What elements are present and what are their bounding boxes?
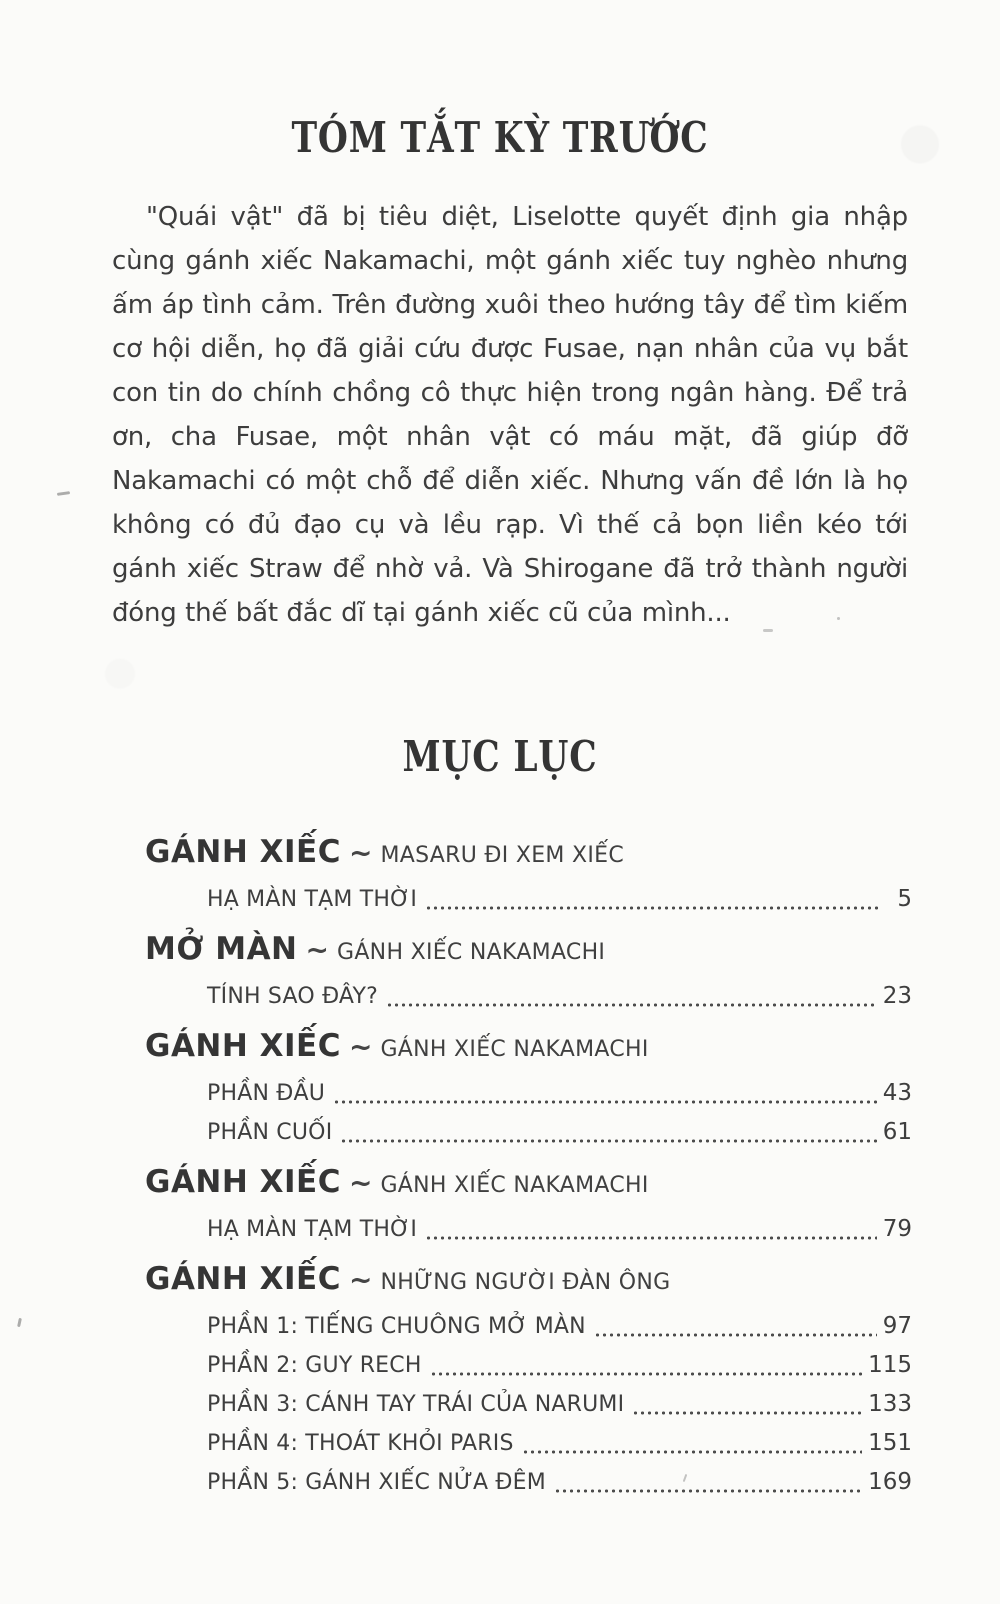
- toc-entry-label: PHẦN CUỐI: [207, 1120, 333, 1145]
- dot-leader: [632, 1411, 862, 1415]
- toc-entry-row: [145, 1113, 912, 1152]
- toc-section-heading: [145, 926, 912, 977]
- summary-title: TÓM TẮT KỲ TRƯỚC: [291, 113, 709, 162]
- dot-leader: [554, 1489, 862, 1493]
- toc-section-title: GÁNH XIẾC: [145, 1028, 341, 1064]
- toc-entry-row: [145, 1074, 912, 1113]
- dot-leader: [333, 1100, 877, 1104]
- tilde-separator: ~: [348, 1166, 373, 1199]
- toc-entry-row: [145, 1210, 912, 1249]
- toc-entry-label: PHẦN ĐẦU: [207, 1081, 326, 1106]
- toc-section-subtitle: MASARU ĐI XEM XIẾC: [380, 843, 624, 868]
- toc-entry-row: [145, 1346, 912, 1385]
- tilde-separator: ~: [348, 1263, 373, 1296]
- dot-leader: [340, 1139, 876, 1143]
- toc-entry-page-number: 23: [882, 983, 912, 1009]
- toc-entry-row: [145, 977, 912, 1016]
- toc-entry-label: PHẦN 5: GÁNH XIẾC NỬA ĐÊM: [207, 1470, 546, 1495]
- toc-entry-label: HẠ MÀN TẠM THỜI: [207, 1217, 418, 1242]
- toc-entry-page-number: 79: [882, 1216, 912, 1242]
- toc-section-subtitle: GÁNH XIẾC NAKAMACHI: [336, 940, 606, 965]
- scan-artifact-dot: [837, 617, 840, 620]
- dot-leader: [425, 1236, 877, 1240]
- toc-entry-page-number: 133: [868, 1391, 912, 1417]
- toc-entry-label: TÍNH SAO ĐÂY?: [207, 984, 378, 1009]
- toc-section-heading: [145, 1256, 912, 1307]
- toc-entry-page-number: 151: [868, 1430, 912, 1456]
- toc-section-subtitle: NHỮNG NGƯỜI ĐÀN ÔNG: [380, 1270, 671, 1295]
- toc-section-heading: [145, 829, 912, 880]
- toc-entry-label: HẠ MÀN TẠM THỜI: [207, 887, 418, 912]
- toc-entry-row: [145, 1307, 912, 1346]
- toc-entry-label: PHẦN 2: GUY RECH: [207, 1353, 422, 1378]
- scan-artifact-apostrophe: [17, 1318, 22, 1327]
- toc-section-subtitle: GÁNH XIẾC NAKAMACHI: [380, 1173, 649, 1198]
- tilde-separator: ~: [305, 933, 329, 966]
- toc-section-title: GÁNH XIẾC: [145, 1164, 341, 1200]
- toc-section-subtitle: GÁNH XIẾC NAKAMACHI: [380, 1037, 649, 1062]
- dot-leader: [386, 1003, 877, 1007]
- toc-section-title: GÁNH XIẾC: [145, 1261, 341, 1297]
- toc-section-title: MỞ MÀN: [145, 931, 298, 967]
- toc-entry-row: [145, 880, 912, 919]
- toc-title: MỤC LỤC: [402, 731, 598, 781]
- toc-entry-label: PHẦN 4: THOÁT KHỎI PARIS: [207, 1431, 514, 1456]
- tilde-separator: ~: [348, 1030, 373, 1063]
- toc-list: [145, 829, 912, 1502]
- toc-entry-row: [145, 1385, 912, 1424]
- toc-entry-page-number: 169: [868, 1469, 912, 1495]
- toc-entry-label: PHẦN 1: TIẾNG CHUÔNG MỞ MÀN: [207, 1314, 586, 1339]
- summary-paragraph: "Quái vật" đã bị tiêu diệt, Liselotte quyết định gia nhập cùng gánh xiếc Nakamachi, một gánh xiếc tuy nghèo nhưng ấm áp tình cảm. Trên đường xuôi theo hướng tây để tìm kiếm cơ hội diễn, họ đã giải cứu được Fusae, nạn nhân của vụ bắt con tin do chính chồng cô thực hiện trong ngân hàng. Để trả ơn, cha Fusae, một nhân vật có máu mặt, đã giúp đỡ Nakamachi có một chỗ để diễn xiếc. Nhưng vấn đề lớn là họ không có đủ đạo cụ và lều rạp. Vì thế cả bọn liền kéo tới gánh xiếc Straw để nhờ vả. Và Shirogane đã trở thành người đóng thế bất đắc dĩ tại gánh xiếc cũ của mình...: [112, 201, 908, 628]
- dot-leader: [430, 1372, 863, 1376]
- dot-leader: [594, 1333, 877, 1337]
- toc-entry-label: PHẦN 3: CÁNH TAY TRÁI CỦA NARUMI: [207, 1392, 625, 1417]
- scan-artifact-dash: [57, 491, 70, 496]
- dot-leader: [522, 1450, 862, 1454]
- toc-entry-page-number: 97: [882, 1313, 912, 1339]
- toc-entry-page-number: 115: [868, 1352, 912, 1378]
- toc-section-title: GÁNH XIẾC: [145, 834, 341, 870]
- toc-section-heading: [145, 1159, 912, 1210]
- toc-entry-row: [145, 1463, 912, 1502]
- tilde-separator: ~: [348, 836, 373, 869]
- toc-entry-row: [145, 1424, 912, 1463]
- toc-entry-page-number: 43: [882, 1080, 912, 1106]
- scan-artifact-dash: [763, 629, 773, 632]
- dot-leader: [425, 906, 878, 910]
- toc-section-heading: [145, 1023, 912, 1074]
- toc-entry-page-number: 61: [882, 1119, 912, 1145]
- toc-entry-page-number: 5: [897, 886, 912, 912]
